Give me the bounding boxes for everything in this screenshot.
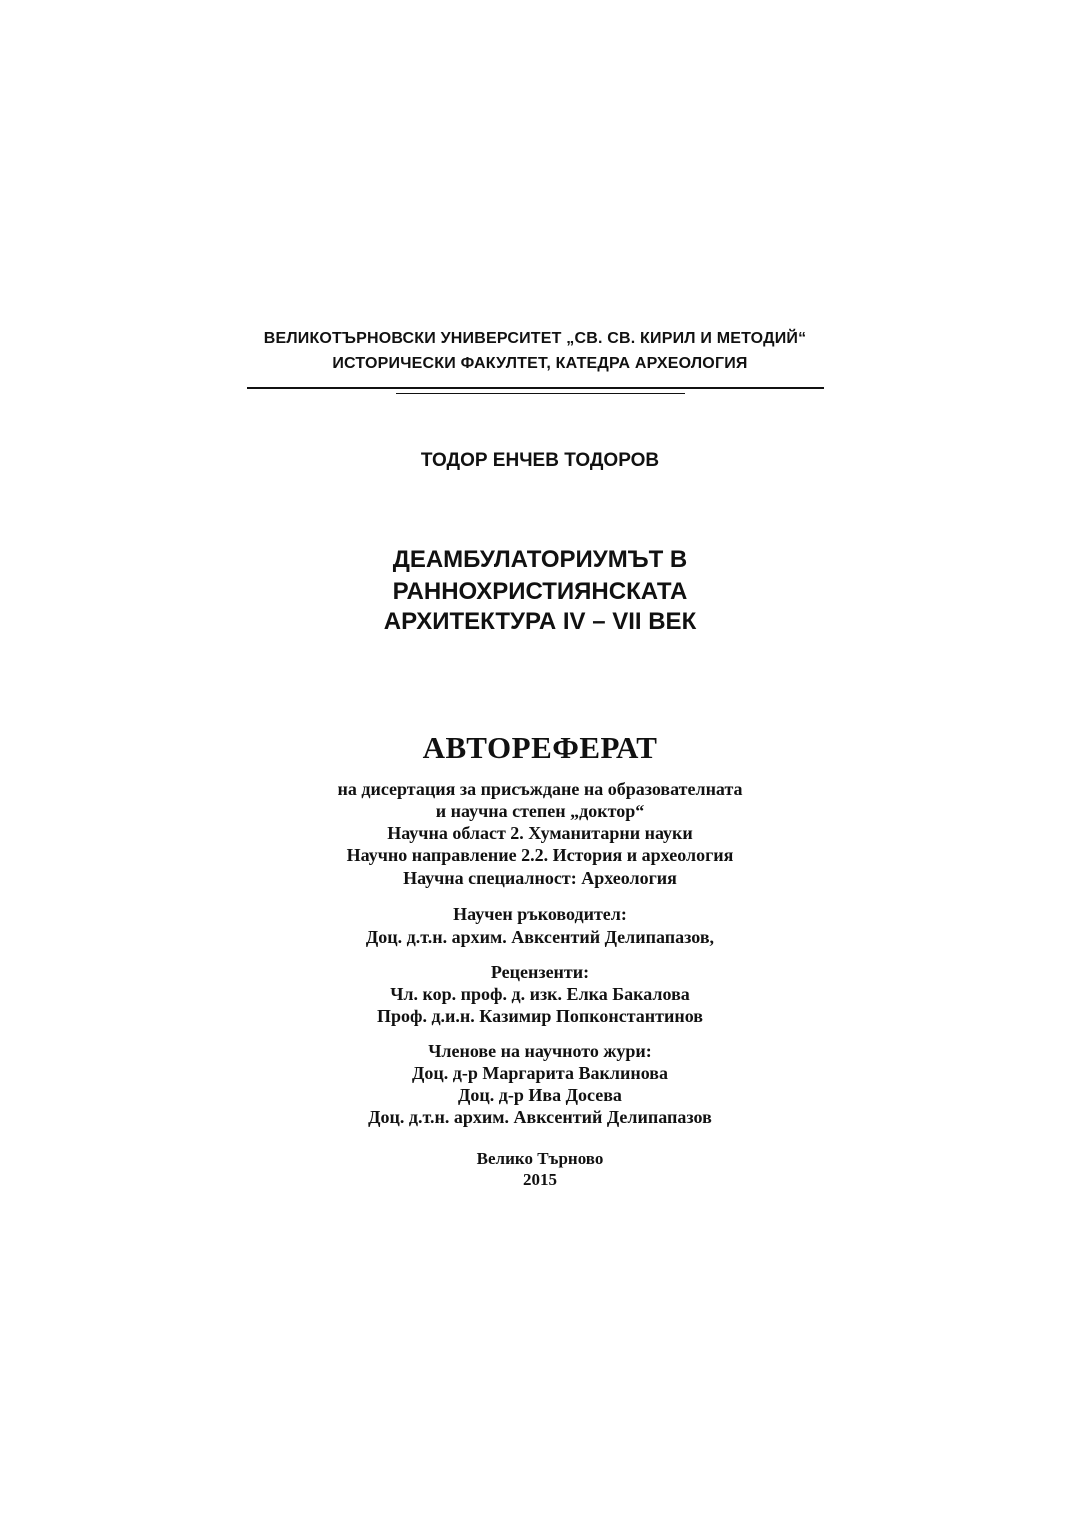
description-line-4: Научно направление 2.2. История и археология: [346, 845, 734, 865]
title-line-2: РАННОХРИСТИЯНСКАТА: [392, 578, 688, 605]
jury-label: Членове на научното жури:: [428, 1041, 652, 1061]
description-line-2: и научна степен „доктор“: [435, 801, 645, 821]
description-line-3: Научна област 2. Хуманитарни науки: [387, 823, 693, 843]
place: Велико Търново: [476, 1149, 604, 1168]
description-line-1: на дисертация за присъждане на образователната: [337, 779, 743, 799]
header-rule-long: [247, 387, 824, 389]
reviewers-label: Рецензенти:: [490, 962, 590, 982]
reviewer-2: Проф. д.и.н. Казимир Попконстантинов: [376, 1006, 704, 1026]
doc-type-heading: АВТОРЕФЕРАТ: [422, 730, 658, 765]
faculty-header: ИСТОРИЧЕСКИ ФАКУЛТЕТ, КАТЕДРА АРХЕОЛОГИЯ: [332, 355, 748, 372]
supervisor-label: Научен ръководител:: [453, 904, 627, 924]
title-line-3: АРХИТЕКТУРА IV – VII ВЕК: [383, 608, 697, 635]
year: 2015: [523, 1170, 557, 1189]
jury-member-1: Доц. д-р Маргарита Ваклинова: [412, 1063, 668, 1083]
description-line-5: Научна специалност: Археология: [403, 868, 677, 888]
jury-member-2: Доц. д-р Ива Досева: [458, 1085, 622, 1105]
university-header: ВЕЛИКОТЪРНОВСКИ УНИВЕРСИТЕТ „СВ. СВ. КИРИЛ И МЕТОДИЙ“: [263, 330, 807, 347]
supervisor-name: Доц. д.т.н. архим. Авксентий Делипапазов,: [365, 927, 715, 947]
reviewer-1: Чл. кор. проф. д. изк. Елка Бакалова: [390, 984, 690, 1004]
title-line-1: ДЕАМБУЛАТОРИУМЪТ В: [392, 546, 688, 573]
header-rule-short: [396, 393, 685, 394]
author-name: ТОДОР ЕНЧЕВ ТОДОРОВ: [420, 450, 660, 471]
jury-member-3: Доц. д.т.н. архим. Авксентий Делипапазов: [368, 1107, 712, 1127]
